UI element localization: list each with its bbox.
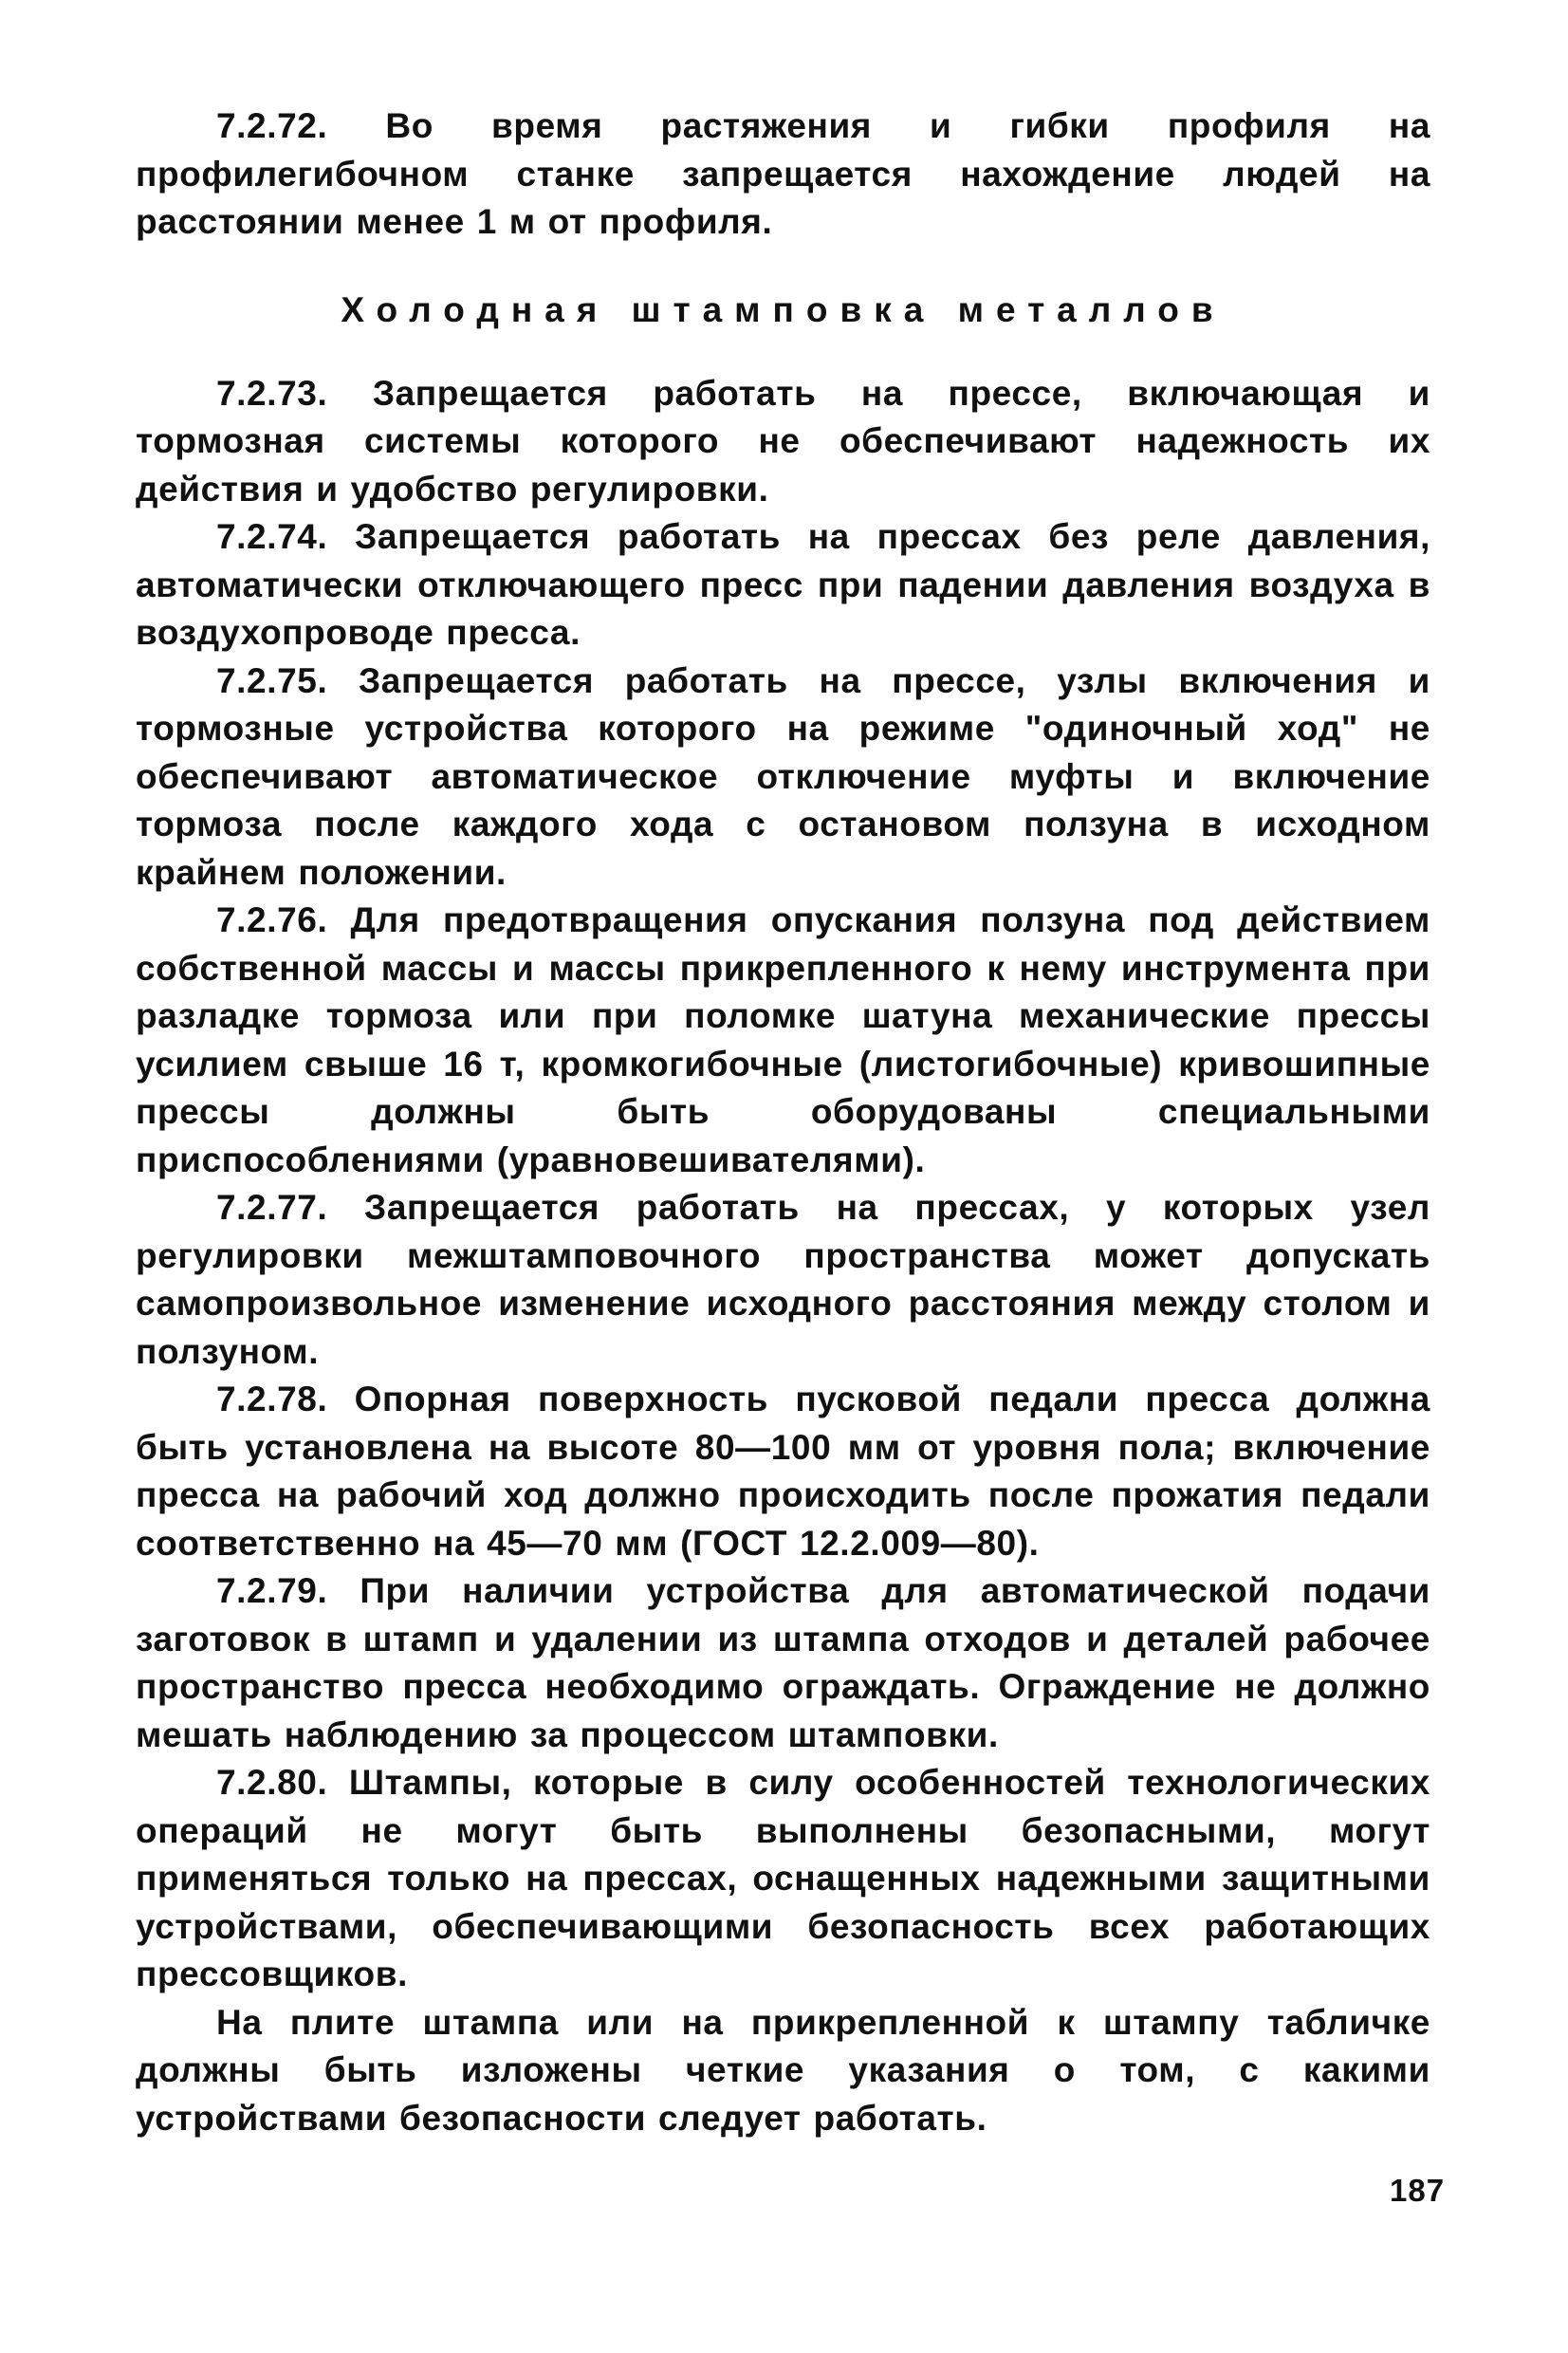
paragraph-stamp-plate-note: На плите штампа или на прикрепленной к штампу табличке должны быть изложены четкие указания о том, с какими устройствами безопасности следует работать. (136, 2002, 1430, 2138)
section-heading: Холодная штамповка металлов (341, 289, 1226, 329)
paragraph-7-2-80: 7.2.80. Штампы, которые в силу особенностей технологических операций не могут быть выполнены безопасными, могут применяться только на прессах, оснащенных надежными защитными устройствами, обеспечивающими безопасность всех работающих прессовщиков. (136, 1763, 1430, 1993)
paragraph-7-2-76: 7.2.76. Для предотвращения опускания ползуна под действием собственной массы и массы прикрепленного к нему инструмента при разладке тормоза или при поломке шатуна механические прессы усилием свыше 16 т, кромкогибочные (листогибочные) кривошипные прессы должны быть оборудованы специальными приспособлениями (уравновешивателями). (136, 900, 1430, 1179)
paragraph-7-2-73: 7.2.73. Запрещается работать на прессе, включающая и тормозная системы которого не обеспечивают надежность их действия и удобство регулировки. (136, 373, 1430, 509)
paragraph-7-2-75: 7.2.75. Запрещается работать на прессе, узлы включения и тормозные устройства которого на режиме "одиночный ход" не обеспечивают автоматическое отключение муфты и включение тормоза после каждого хода с остановом ползуна в исходном крайнем положении. (136, 660, 1430, 892)
paragraph-7-2-79: 7.2.79. При наличии устройства для автоматической подачи заготовок в штамп и удалении из штампа отходов и деталей рабочее пространство пресса необходимо ограждать. Ограждение не должно мешать наблюдению за процессом штамповки. (136, 1571, 1430, 1754)
paragraph-7-2-78: 7.2.78. Опорная поверхность пусковой педали пресса должна быть установлена на высоте 80—100 мм от уровня пола; включение пресса на рабочий ход должно происходить после прожатия педали соответственно на 45—70 мм (ГОСТ 12.2.009—80). (136, 1380, 1430, 1563)
paragraph-7-2-74: 7.2.74. Запрещается работать на прессах без реле давления, автоматически отключающего пресс при падении давления воздуха в воздухопроводе пресса. (136, 517, 1430, 652)
page-number: 187 (1390, 2173, 1446, 2208)
paragraph-7-2-72: 7.2.72. Во время растяжения и гибки профиля на профилегибочном станке запрещается нахождение людей на расстоянии менее 1 м от профиля. (136, 106, 1430, 241)
page-body (136, 102, 1430, 2142)
paragraph-7-2-77: 7.2.77. Запрещается работать на прессах, у которых узел регулировки межштамповочного пространства может допускать самопроизвольное изменение исходного расстояния между столом и ползуном. (136, 1188, 1430, 1371)
